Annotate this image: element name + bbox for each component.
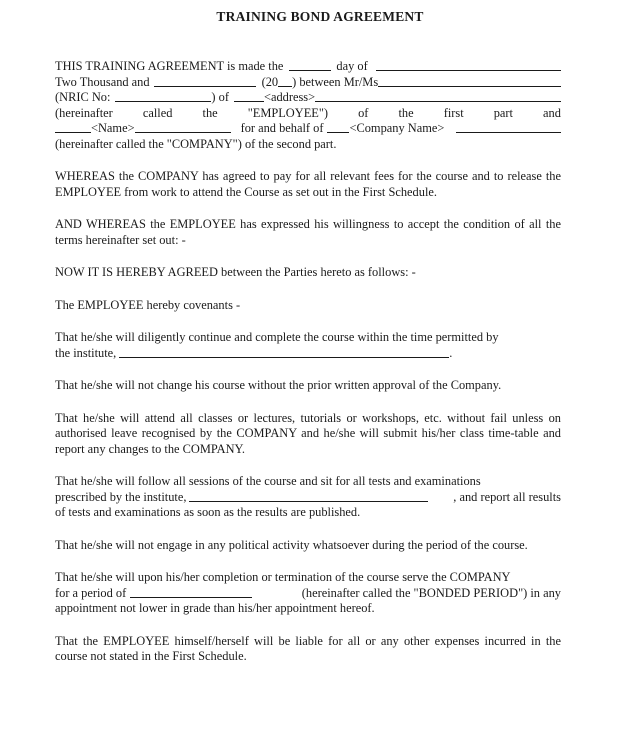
intro-text: ) between Mr/Ms <box>292 74 379 89</box>
clause-text: (hereinafter called the "BONDED PERIOD") in any <box>301 585 561 600</box>
document-body <box>55 59 561 665</box>
clause-text: for a period of <box>55 585 127 600</box>
intro-block <box>55 59 561 152</box>
intro-line-1 <box>55 59 561 75</box>
intro-text: Two Thousand and <box>55 74 150 89</box>
address-placeholder: <address> <box>263 90 316 104</box>
intro-text: (NRIC No: <box>55 90 111 104</box>
intro-word: first <box>443 105 464 120</box>
clause-text: the institute, <box>55 345 117 360</box>
intro-text: ) of <box>211 90 229 104</box>
intro-word: part <box>493 105 513 120</box>
blank-company-pre[interactable] <box>327 121 349 133</box>
clause-4-line-3: of tests and examinations as soon as the results are published. <box>55 505 361 519</box>
blank-nric[interactable] <box>115 90 211 102</box>
blank-company[interactable] <box>456 121 561 133</box>
intro-word: (hereinafter <box>55 105 113 120</box>
clause-7: That the EMPLOYEE himself/herself will be liable for all or any other expenses incurred in the course not stated in the First Schedule. <box>55 633 561 663</box>
clause-6-line-1: That he/she will upon his/her completion or termination of the course serve the COMPANY <box>55 570 511 584</box>
clause-4-line-1: That he/she will follow all sessions of the course and sit for all tests and examinations <box>55 474 481 488</box>
intro-word: of <box>358 105 369 120</box>
intro-word: and <box>543 105 561 120</box>
blank-name-pre[interactable] <box>55 121 91 133</box>
clause-1 <box>55 330 561 361</box>
intro-word: the <box>398 105 414 120</box>
clause-4-line-2 <box>55 490 561 506</box>
blank-name[interactable] <box>135 121 231 133</box>
blank-address[interactable] <box>315 90 561 102</box>
intro-line-2 <box>55 75 561 91</box>
intro-word: the <box>202 105 218 120</box>
intro-line-5 <box>55 121 561 137</box>
intro-line-4 <box>55 106 561 122</box>
intro-text: THIS TRAINING AGREEMENT is made the <box>55 59 284 73</box>
blank-bond-period[interactable] <box>130 586 252 598</box>
clause-3: That he/she will attend all classes or lectures, tutorials or workshops, etc. without fail unless on authorised leave recognised by the COMPANY and he/she will submit his/her class time-table and report any changes to the COMPANY. <box>55 410 561 456</box>
name-placeholder: <Name> <box>91 121 135 135</box>
intro-text: day of <box>336 59 368 73</box>
clause-6-line-2 <box>55 586 561 602</box>
blank-time-permitted[interactable] <box>119 346 449 358</box>
blank-employee-name[interactable] <box>378 75 561 87</box>
clause-1-line-2 <box>55 346 561 362</box>
covenants-heading: The EMPLOYEE hereby covenants - <box>55 297 241 312</box>
blank-month[interactable] <box>376 59 561 71</box>
agreement-statement: NOW IT IS HEREBY AGREED between the Parties hereto as follows: - <box>55 265 416 279</box>
whereas-paragraph-2: AND WHEREAS the EMPLOYEE has expressed his willingness to accept the condition of all the terms hereinafter set out: - <box>55 217 561 247</box>
clause-6 <box>55 570 561 617</box>
clause-6-line-3: appointment not lower in grade than his/her appointment hereof. <box>55 601 375 615</box>
intro-line-6 <box>55 137 561 153</box>
intro-text: (hereinafter called the "COMPANY") of the second part. <box>55 136 337 151</box>
clause-4 <box>55 474 561 521</box>
blank-address-pre[interactable] <box>234 90 264 102</box>
intro-word: called <box>142 105 173 120</box>
whereas-paragraph-1: WHEREAS the COMPANY has agreed to pay for all relevant fees for the course and to release the EMPLOYEE from work to attend the Course as set out in the First Schedule. <box>55 169 561 199</box>
clause-text: . <box>449 345 453 360</box>
blank-year-digits[interactable] <box>278 75 292 87</box>
clause-text: prescribed by the institute, <box>55 489 187 504</box>
clause-5: That he/she will not engage in any political activity whatsoever during the period of the course. <box>55 537 528 552</box>
document-title: TRAINING BOND AGREEMENT <box>216 9 424 24</box>
clause-text: , and report all results <box>453 489 561 504</box>
blank-institute[interactable] <box>189 490 428 502</box>
clause-1-line-1: That he/she will diligently continue and complete the course within the time permitted by <box>55 330 499 344</box>
company-placeholder: <Company Name> <box>349 121 445 135</box>
intro-word: "EMPLOYEE") <box>247 105 329 120</box>
clause-2: That he/she will not change his course without the prior written approval of the Company. <box>55 378 502 392</box>
intro-text: for and behalf of <box>240 121 324 135</box>
blank-year-words[interactable] <box>154 75 256 87</box>
blank-day[interactable] <box>289 59 331 71</box>
intro-line-3 <box>55 90 561 106</box>
intro-text: (20 <box>261 74 279 89</box>
